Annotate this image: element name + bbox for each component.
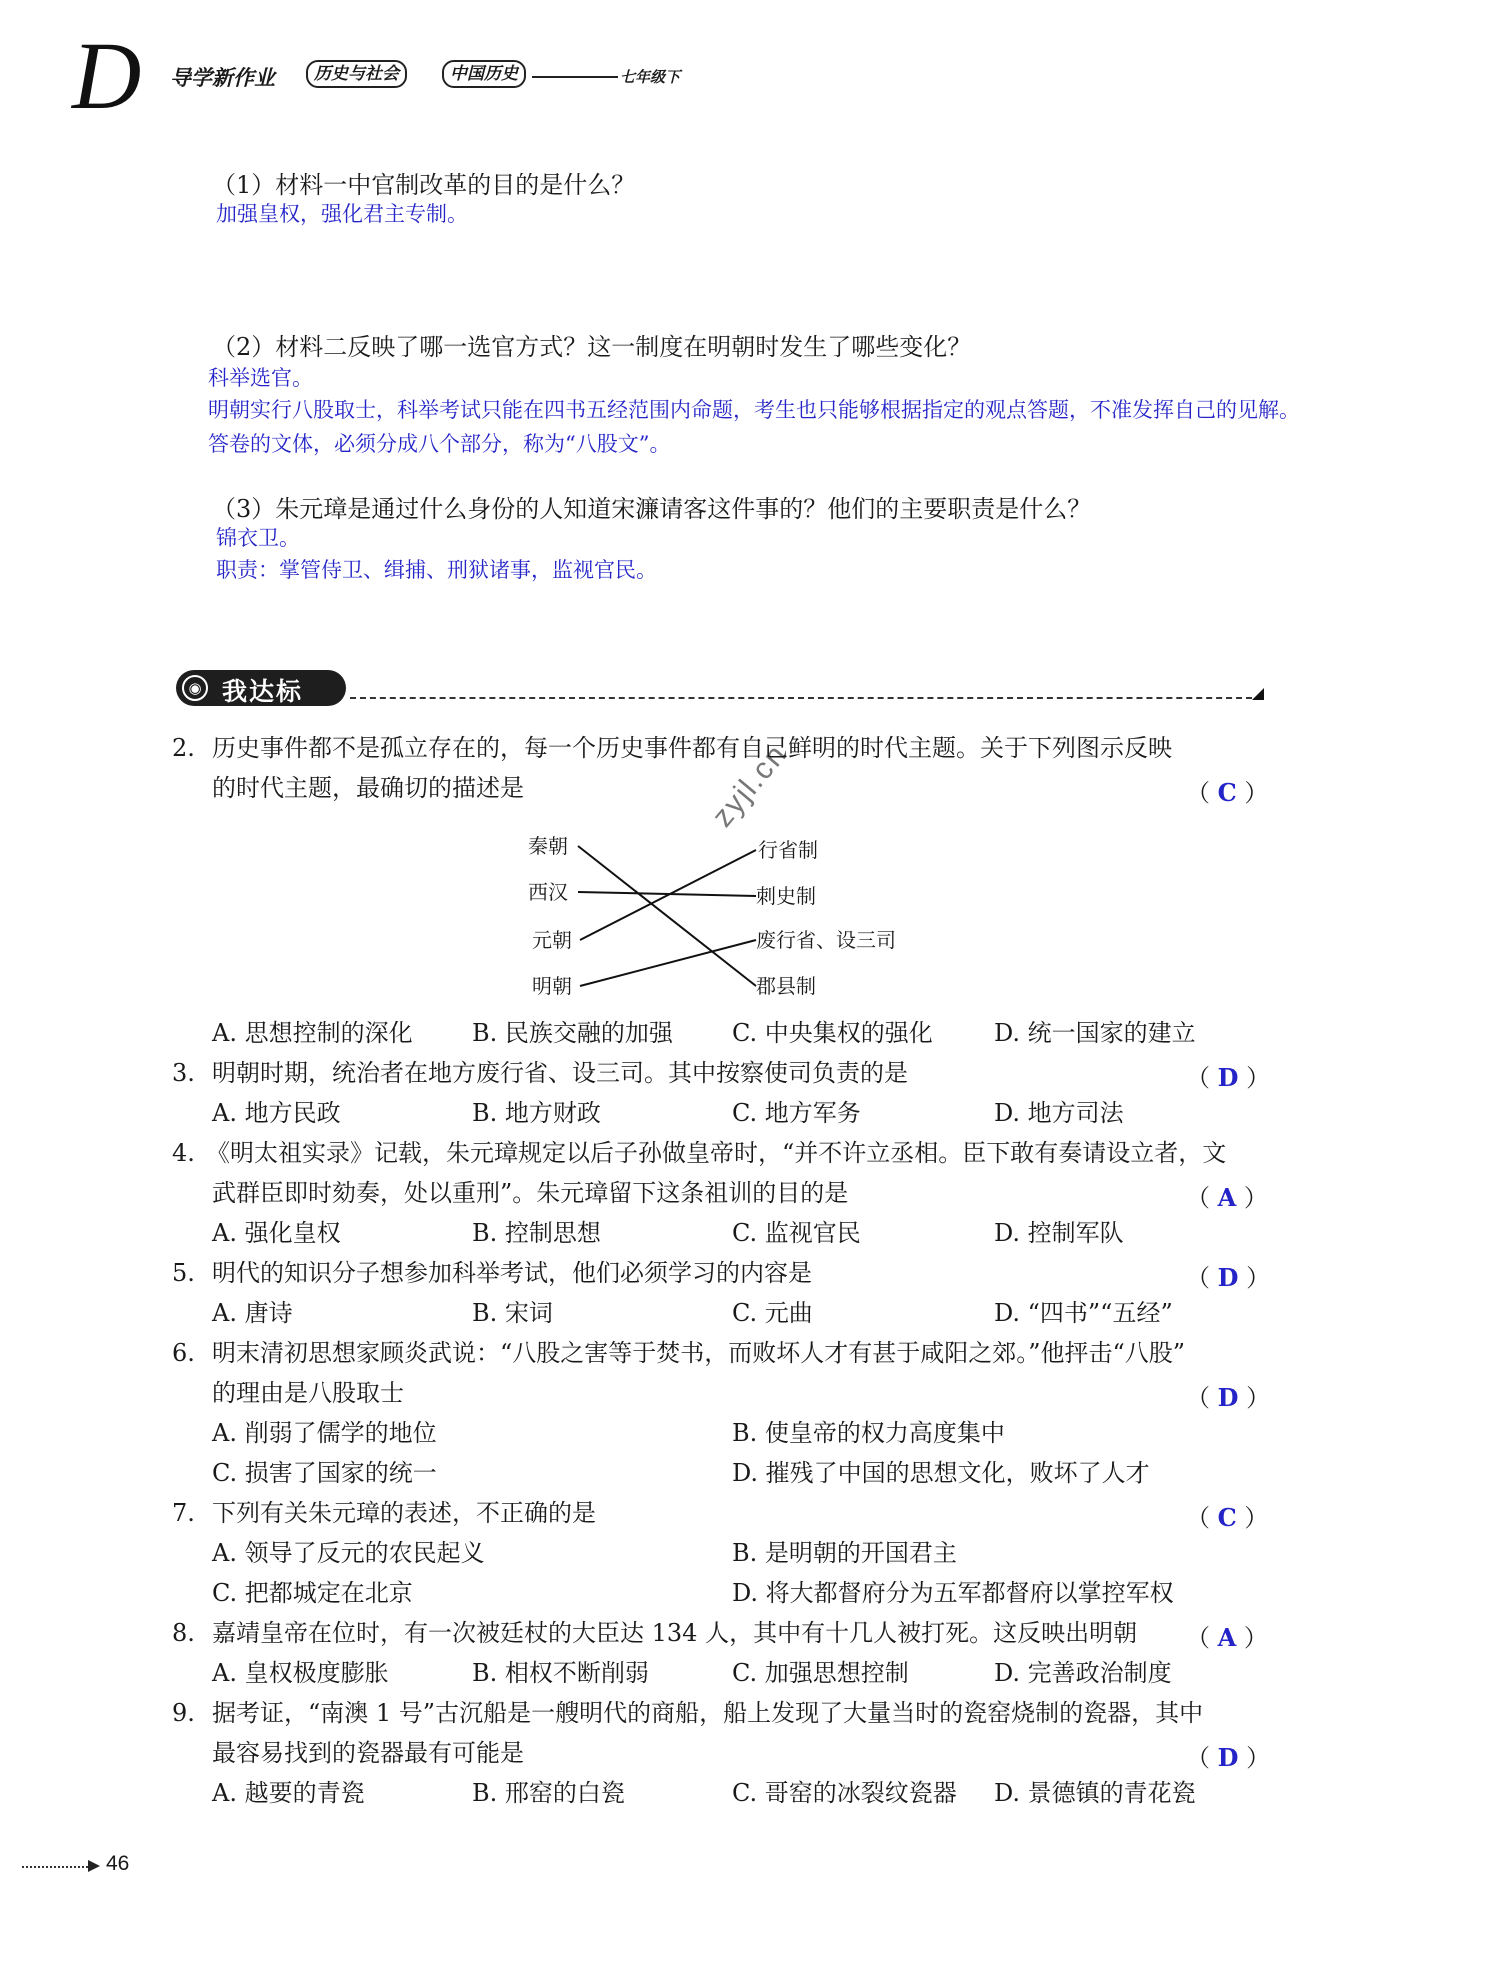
question-number: 2. bbox=[172, 734, 195, 762]
match-line-ming bbox=[580, 940, 756, 986]
answer-choice: D bbox=[1217, 1743, 1239, 1772]
material-answer-3-2: 职责：掌管侍卫、缉捕、刑狱诸事，监视官民。 bbox=[216, 558, 657, 582]
answer-choice: C bbox=[1217, 1503, 1237, 1532]
answer-choice: C bbox=[1217, 778, 1237, 807]
footer-arrow-icon bbox=[88, 1860, 100, 1872]
material-answer-3-1: 锦衣卫。 bbox=[216, 526, 300, 550]
header-book: 中国历史 bbox=[442, 60, 526, 88]
material-answer-2-2: 明朝实行八股取士，科举考试只能在四书五经范围内命题，考生也只能够根据指定的观点答题，不准发挥自己的见解。 bbox=[208, 398, 1300, 422]
header-subject: 历史与社会 bbox=[306, 60, 407, 88]
option: B. 地方财政 bbox=[472, 1099, 601, 1127]
option: A. 皇权极度膨胀 bbox=[212, 1659, 389, 1687]
option: A. 地方民政 bbox=[212, 1099, 341, 1127]
option: B. 民族交融的加强 bbox=[472, 1019, 673, 1047]
option: B. 邢窑的白瓷 bbox=[472, 1779, 625, 1807]
answer-choice: D bbox=[1217, 1063, 1239, 1092]
question-text: 《明太祖实录》记载，朱元璋规定以后子孙做皇帝时，“并不许立丞相。臣下敢有奏请设立者，文 bbox=[206, 1139, 1227, 1167]
match-line-qin bbox=[578, 846, 756, 986]
diagram-left-label: 西汉 bbox=[528, 880, 568, 904]
page-number: 46 bbox=[106, 1852, 130, 1875]
header-title: 导学新作业 bbox=[170, 67, 275, 90]
question-text: 嘉靖皇帝在位时，有一次被廷杖的大臣达 134 人，其中有十几人被打死。这反映出明朝 bbox=[212, 1619, 1138, 1647]
option: A. 越要的青瓷 bbox=[212, 1779, 365, 1807]
diagram-left-label: 明朝 bbox=[532, 974, 572, 998]
option: B. 控制思想 bbox=[472, 1219, 601, 1247]
option: D. 将大都督府分为五军都督府以掌控军权 bbox=[732, 1579, 1174, 1607]
logo-letter: D bbox=[72, 22, 142, 129]
option: B. 宋词 bbox=[472, 1299, 553, 1327]
option: A. 唐诗 bbox=[212, 1299, 293, 1327]
answer-bracket: （ D ） bbox=[1186, 1263, 1271, 1292]
option: D. 地方司法 bbox=[994, 1099, 1124, 1127]
option: C. 损害了国家的统一 bbox=[212, 1459, 437, 1487]
option: C. 加强思想控制 bbox=[732, 1659, 909, 1687]
option: A. 削弱了儒学的地位 bbox=[212, 1419, 437, 1447]
answer-bracket: （ D ） bbox=[1186, 1063, 1271, 1092]
answer-choice: A bbox=[1217, 1183, 1237, 1212]
material-answer-2-3: 答卷的文体，必须分成八个部分，称为“八股文”。 bbox=[208, 432, 671, 456]
question-number: 6. bbox=[172, 1339, 195, 1367]
question-number: 4. bbox=[172, 1139, 195, 1167]
question-text: 历史事件都不是孤立存在的，每一个历史事件都有自己鲜明的时代主题。关于下列图示反映 bbox=[212, 734, 1172, 762]
question-text: 最容易找到的瓷器最有可能是 bbox=[212, 1739, 524, 1767]
option: B. 使皇帝的权力高度集中 bbox=[732, 1419, 1005, 1447]
question-number: 7. bbox=[172, 1499, 195, 1527]
answer-bracket: （ D ） bbox=[1186, 1383, 1271, 1412]
option: B. 是明朝的开国君主 bbox=[732, 1539, 957, 1567]
section-title: 我达标 bbox=[222, 678, 304, 706]
answer-choice: A bbox=[1217, 1623, 1237, 1652]
question-text: 的理由是八股取士 bbox=[212, 1379, 404, 1407]
question-text: 明代的知识分子想参加科举考试，他们必须学习的内容是 bbox=[212, 1259, 812, 1287]
watermark: zyjl.cn bbox=[706, 737, 794, 834]
answer-bracket: （ C ） bbox=[1186, 778, 1269, 807]
option: D. “四书”“五经” bbox=[994, 1299, 1173, 1327]
answer-choice: D bbox=[1217, 1263, 1239, 1292]
option: D. 控制军队 bbox=[994, 1219, 1124, 1247]
option: D. 景德镇的青花瓷 bbox=[994, 1779, 1196, 1807]
answer-bracket: （ A ） bbox=[1186, 1183, 1268, 1212]
option: D. 摧残了中国的思想文化，败坏了人才 bbox=[732, 1459, 1150, 1487]
footer-dotted-line bbox=[22, 1866, 88, 1868]
bicycle-icon: ◉ bbox=[182, 675, 208, 701]
diagram-left-label: 元朝 bbox=[532, 928, 572, 952]
question-number: 9. bbox=[172, 1699, 195, 1727]
answer-bracket: （ D ） bbox=[1186, 1743, 1271, 1772]
question-text: 的时代主题，最确切的描述是 bbox=[212, 774, 524, 802]
question-number: 5. bbox=[172, 1259, 195, 1287]
option: C. 元曲 bbox=[732, 1299, 813, 1327]
material-question-2: （2）材料二反映了哪一选官方式？这一制度在明朝时发生了哪些变化？ bbox=[212, 333, 972, 361]
answer-bracket: （ A ） bbox=[1186, 1623, 1268, 1652]
question-text: 下列有关朱元璋的表述，不正确的是 bbox=[212, 1499, 596, 1527]
option: C. 地方军务 bbox=[732, 1099, 861, 1127]
question-text: 明朝时期，统治者在地方废行省、设三司。其中按察使司负责的是 bbox=[212, 1059, 908, 1087]
diagram-right-label: 废行省、设三司 bbox=[756, 928, 896, 952]
question-text: 武群臣即时劾奏，处以重刑”。朱元璋留下这条祖训的目的是 bbox=[212, 1179, 849, 1207]
diagram-right-label: 郡县制 bbox=[756, 974, 816, 998]
option: A. 思想控制的深化 bbox=[212, 1019, 413, 1047]
answer-choice: D bbox=[1217, 1383, 1239, 1412]
question-number: 3. bbox=[172, 1059, 195, 1087]
diagram-right-label: 刺史制 bbox=[756, 884, 816, 908]
diagram-left-label: 秦朝 bbox=[528, 834, 568, 858]
option: A. 强化皇权 bbox=[212, 1219, 341, 1247]
question-text: 据考证，“南澳 1 号”古沉船是一艘明代的商船，船上发现了大量当时的瓷窑烧制的瓷器，其中 bbox=[212, 1699, 1204, 1727]
question-text: 明末清初思想家顾炎武说：“八股之害等于焚书，而败坏人才有甚于咸阳之郊。”他抨击“八股” bbox=[212, 1339, 1186, 1367]
option: C. 把都城定在北京 bbox=[212, 1579, 413, 1607]
material-answer-2-1: 科举选官。 bbox=[208, 366, 313, 390]
diagram-right-label: 行省制 bbox=[758, 838, 818, 862]
option: C. 监视官民 bbox=[732, 1219, 861, 1247]
option: D. 统一国家的建立 bbox=[994, 1019, 1196, 1047]
material-question-3: （3）朱元璋是通过什么身份的人知道宋濂请客这件事的？他们的主要职责是什么？ bbox=[212, 495, 1092, 523]
option: D. 完善政治制度 bbox=[994, 1659, 1172, 1687]
material-question-1: （1）材料一中官制改革的目的是什么？ bbox=[212, 171, 636, 199]
answer-bracket: （ C ） bbox=[1186, 1503, 1269, 1532]
material-answer-1-1: 加强皇权，强化君主专制。 bbox=[216, 202, 468, 226]
question-number: 8. bbox=[172, 1619, 195, 1647]
option: C. 哥窑的冰裂纹瓷器 bbox=[732, 1779, 957, 1807]
option: A. 领导了反元的农民起义 bbox=[212, 1539, 485, 1567]
header-grade: 七年级下 bbox=[620, 69, 681, 86]
option: B. 相权不断削弱 bbox=[472, 1659, 649, 1687]
option: C. 中央集权的强化 bbox=[732, 1019, 933, 1047]
